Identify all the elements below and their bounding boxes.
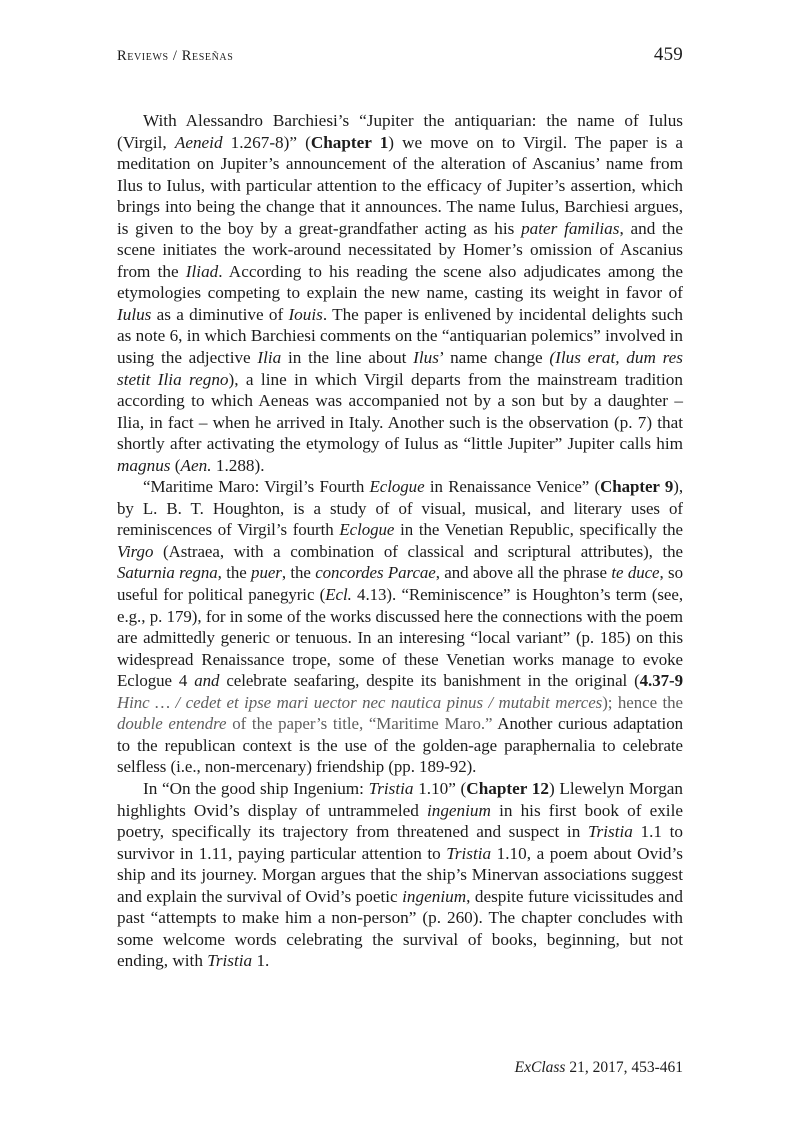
text-run: Virgo: [117, 541, 154, 561]
running-head: [117, 44, 683, 70]
text-run: ingenium: [402, 886, 467, 906]
text-run: Tristia: [368, 778, 414, 798]
text-run: , so useful for political panegyric (: [117, 563, 683, 605]
text-run: Aen.: [180, 455, 212, 475]
text-run: double entendre: [117, 714, 227, 734]
text-run: in the Venetian Republic, specifically the: [394, 520, 683, 540]
text-run: in Renaissance Venice” (: [424, 477, 601, 497]
text-run: Iulus: [117, 304, 152, 324]
text-run: 1.267-8)” (: [222, 132, 311, 152]
text-run: , and above all the phrase: [435, 563, 612, 583]
text-run: 1.288).: [211, 455, 265, 475]
text-run: ’ name change: [438, 348, 550, 368]
text-run: Eclogue: [339, 520, 395, 540]
text-run: , despite future vicissitudes and past “attempts to make him a non-person” (p. 260). The chapter concludes with some welcome words celebrating the survival of books, beginning, but not ending, with: [117, 886, 683, 971]
text-run: ), by L. B. T. Houghton, is a study of of visual, musical, and literary uses of reminiscences of Virgil’s fourth: [117, 477, 683, 540]
text-run: Ilia: [257, 348, 282, 368]
text-run: 1.10, a poem about Ovid’s ship and its journey. Morgan argues that the ship’s Minervan associations suggest and explain the survival of Ovid’s poetic: [117, 843, 683, 906]
text-run: Eclogue: [369, 477, 425, 497]
text-run: 4.13). “Reminiscence” is Houghton’s term (see, e.g., p. 179), for in some of the works discussed here the connections with the poem are admittedly generic or tenuous. In an interesing “local variant” (p. 185) on this widespread Renaissance trope, some of these Venetian works manage to evoke Eclogue 4: [117, 585, 683, 691]
paragraph-houghton: [117, 476, 683, 778]
page-footer: [117, 1059, 683, 1077]
text-run: Chapter 1: [310, 132, 389, 152]
footer-journal-name: ExClass: [514, 1059, 566, 1076]
text-run: ) Llewelyn Morgan highlights Ovid’s display of untrammeled: [117, 778, 684, 820]
text-run: in the line about: [281, 348, 414, 368]
text-run: (Ilus erat, dum res stetit Ilia regno: [117, 348, 683, 389]
paragraph-barchiesi: [117, 110, 683, 476]
text-run: Ilus: [413, 348, 439, 368]
text-run: . The paper is enlivened by incidental delights such as note 6, in which Barchiesi comments on the “antiquarian polemics” involved in using the adjective: [117, 304, 683, 368]
body-text-column: [117, 110, 683, 972]
text-run: , the: [281, 563, 316, 583]
footer-citation: 21, 2017, 453-461: [565, 1059, 683, 1076]
text-run: 1.10” (: [413, 778, 467, 798]
paragraph-morgan: [117, 778, 683, 972]
text-run: 4.37-9: [639, 671, 683, 691]
text-run: ) we move on to Virgil. The paper is a meditation on Jupiter’s announcement of the alteration of Ascanius’ name from Ilus to Iulus, with particular attention to the efficacy of Jupiter’s assertion, which brings into being the change that it announces. The name Iulus, Barchiesi argues, is given to the boy by a great-grandfather acting as his: [117, 132, 683, 238]
text-run: With Alessandro Barchiesi’s “Jupiter the antiquarian: the name of Iulus (Virgil,: [117, 111, 683, 152]
text-run: Tristia: [207, 951, 253, 971]
text-run: Tristia: [587, 822, 633, 842]
text-run: in his first book of exile poetry, specifically its trajectory from threatened and suspect in: [117, 800, 683, 842]
text-run: “Maritime Maro: Virgil’s Fourth: [143, 477, 370, 497]
text-run: celebrate seafaring, despite its banishment in the original (: [219, 671, 640, 691]
text-run: Tristia: [446, 843, 492, 863]
text-run: Chapter 12: [466, 778, 549, 798]
text-run: as a diminutive of: [151, 304, 289, 324]
text-run: Aeneid: [174, 132, 223, 152]
text-run: Another curious adaptation to the republican context is the use of the golden-age paraphernalia to celebrate selfless (i.e., non-mercenary) friendship (pp. 189-92).: [117, 714, 683, 777]
text-run: concordes Parcae: [315, 563, 436, 583]
text-run: , and the scene initiates the work-around necessitated by Homer’s omission of Ascanius from the: [117, 218, 683, 281]
text-run: ), a line in which Virgil departs from the mainstream tradition according to which Aeneas was accompanied not by a son but by a daughter – Ilia, in fact – when he arrived in Italy. Another such is the observation (p. 7) that shortly after activating the etymology of Iulus as “little Jupiter” Jupiter calls him: [117, 369, 683, 454]
text-run: magnus: [117, 455, 171, 475]
text-run: . According to his reading the scene also adjudicates among the etymologies competing to explain the new name, casting its weight in favor of: [117, 261, 683, 303]
text-run: and: [194, 671, 220, 691]
text-run: pater familias: [521, 218, 620, 238]
text-run: Ecl.: [325, 585, 352, 605]
text-run: Iliad: [185, 261, 219, 281]
text-run: Hinc … / cedet et ipse mari uector nec nautica pinus / mutabit merces: [117, 692, 603, 712]
text-run: Saturnia regna: [117, 563, 218, 583]
page-number: 459: [653, 44, 683, 65]
text-run: ); hence the: [602, 692, 683, 712]
text-run: Chapter 9: [600, 477, 674, 497]
text-run: puer: [251, 563, 282, 583]
text-run: In “On the good ship Ingenium:: [143, 778, 369, 798]
text-run: of the paper’s title, “Maritime Maro.”: [226, 714, 493, 734]
text-run: (: [170, 455, 181, 475]
text-run: 1.: [252, 951, 270, 971]
text-run: , the: [217, 563, 252, 583]
text-run: 1.1 to survivor in 1.11, paying particular attention to: [117, 822, 683, 863]
text-run: te duce: [611, 563, 660, 583]
text-run: Iouis: [288, 304, 323, 324]
text-run: (Astraea, with a combination of classical and scriptural attributes), the: [153, 541, 683, 561]
running-head-title: Reviews / Reseñas: [117, 48, 234, 64]
text-run: ingenium: [426, 800, 491, 820]
